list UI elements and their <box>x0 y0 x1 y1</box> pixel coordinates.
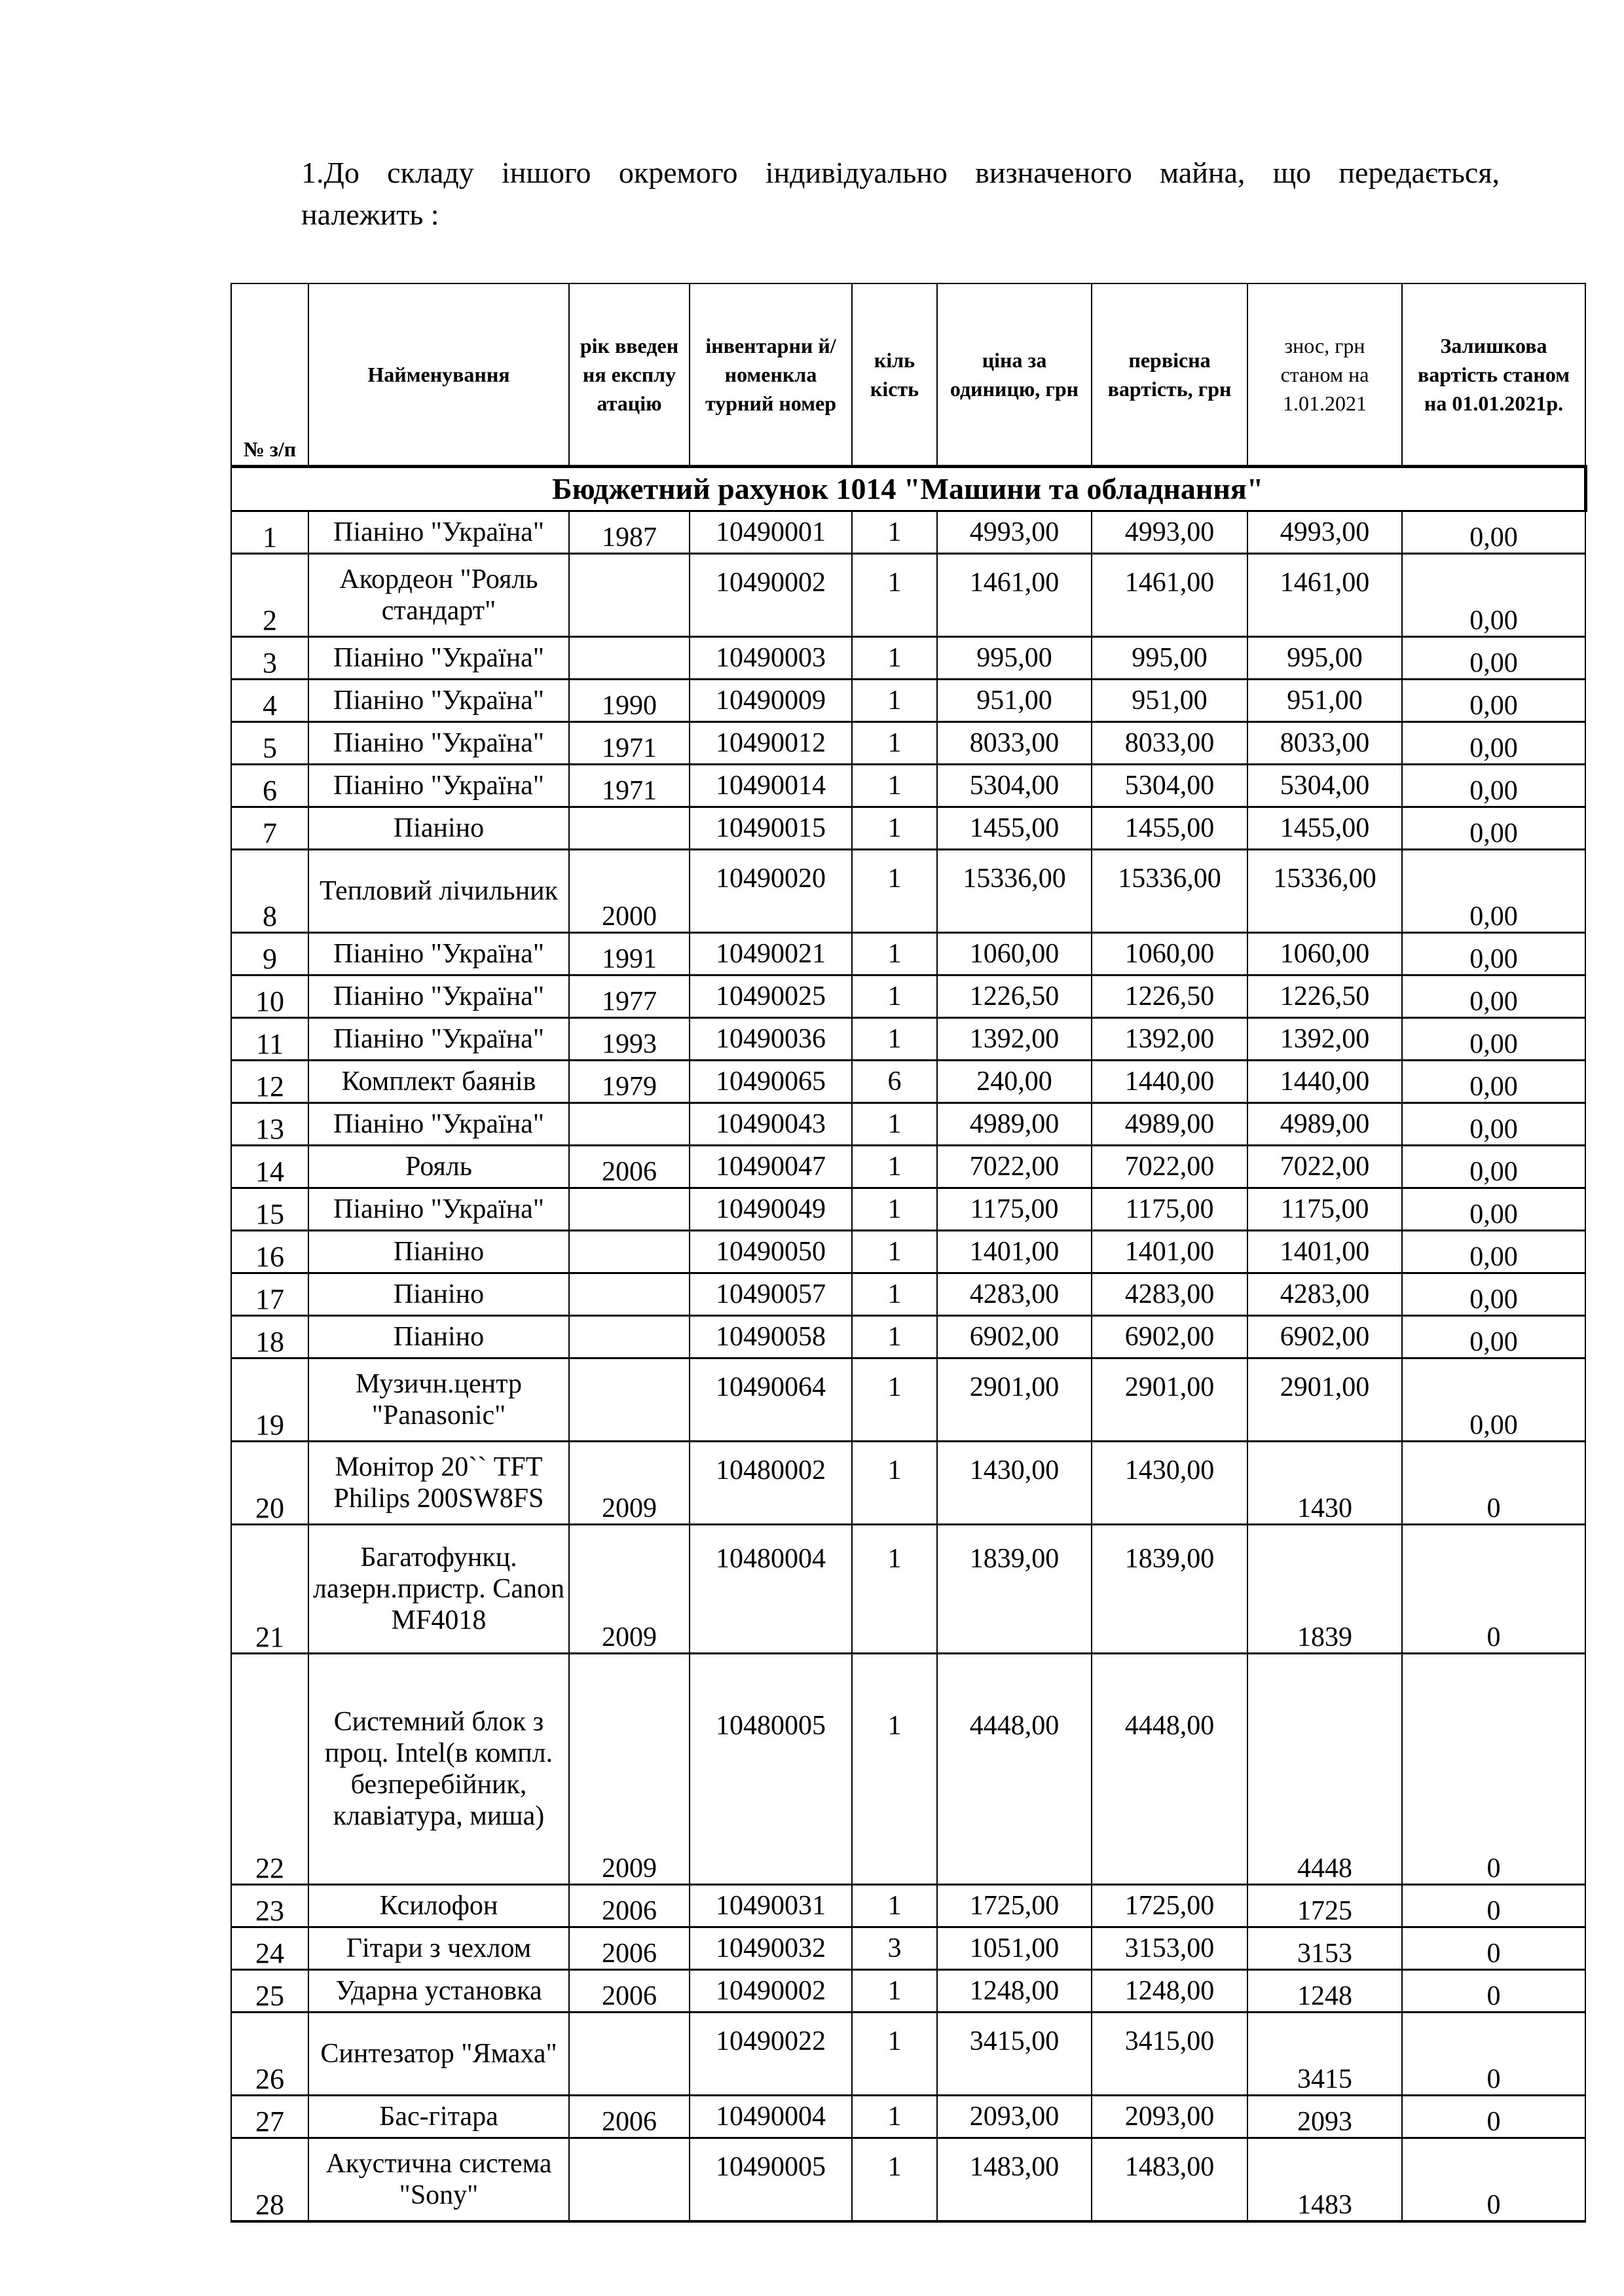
residual-value: 0,00 <box>1402 1018 1585 1061</box>
intro-line-2: належить : <box>301 198 439 231</box>
residual-value: 0 <box>1402 1885 1585 1927</box>
item-name: Комплект баянів <box>308 1061 569 1103</box>
table-row <box>231 1970 1585 2013</box>
commission-year <box>569 1273 690 1316</box>
quantity: 3 <box>852 1927 937 1970</box>
commission-year: 1977 <box>569 975 690 1018</box>
item-name: Піаніно <box>308 1273 569 1316</box>
intro-line-1: 1.До складу іншого окремого індивідуально визначеного майна, що передається, <box>301 156 1500 189</box>
inventory-number: 10490031 <box>690 1885 852 1927</box>
item-name: Піаніно <box>308 1231 569 1273</box>
residual-value: 0,00 <box>1402 637 1585 680</box>
wear-amount: 7022,00 <box>1247 1146 1402 1188</box>
item-name: Піаніно "Україна" <box>308 1188 569 1231</box>
inventory-number: 10490064 <box>690 1358 852 1442</box>
initial-cost: 1440,00 <box>1092 1061 1247 1103</box>
wear-amount: 1248 <box>1247 1970 1402 2013</box>
table-row <box>231 1231 1585 1273</box>
wear-amount: 1839 <box>1247 1525 1402 1654</box>
quantity: 1 <box>852 765 937 807</box>
table-row <box>231 2013 1585 2096</box>
residual-value: 0 <box>1402 2096 1585 2138</box>
table-row <box>231 1146 1585 1188</box>
row-number: 15 <box>231 1188 308 1231</box>
item-name: Ударна установка <box>308 1970 569 2013</box>
item-name: Гітари з чехлом <box>308 1927 569 1970</box>
table-row <box>231 637 1585 680</box>
unit-price: 1392,00 <box>937 1018 1092 1061</box>
unit-price: 2901,00 <box>937 1358 1092 1442</box>
inventory-number: 10490002 <box>690 1970 852 2013</box>
wear-amount: 1060,00 <box>1247 933 1402 975</box>
unit-price: 1455,00 <box>937 807 1092 850</box>
residual-value: 0 <box>1402 1927 1585 1970</box>
item-name: Піаніно "Україна" <box>308 722 569 765</box>
commission-year: 1971 <box>569 765 690 807</box>
quantity: 1 <box>852 680 937 722</box>
wear-amount: 5304,00 <box>1247 765 1402 807</box>
inventory-number: 10490065 <box>690 1061 852 1103</box>
header-inventory: інвентарни й/номенкла турний номер <box>690 283 852 467</box>
wear-amount: 15336,00 <box>1247 850 1402 933</box>
header-year: рік введен ня експлу атацію <box>569 283 690 467</box>
header-wear: знос, грн станом на 1.01.2021 <box>1247 283 1402 467</box>
commission-year: 1993 <box>569 1018 690 1061</box>
quantity: 1 <box>852 511 937 554</box>
wear-amount: 951,00 <box>1247 680 1402 722</box>
commission-year: 2006 <box>569 2096 690 2138</box>
table-row <box>231 1316 1585 1358</box>
unit-price: 1461,00 <box>937 554 1092 637</box>
initial-cost: 5304,00 <box>1092 765 1247 807</box>
quantity: 1 <box>852 637 937 680</box>
initial-cost: 4283,00 <box>1092 1273 1247 1316</box>
unit-price: 1430,00 <box>937 1442 1092 1525</box>
table-row <box>231 933 1585 975</box>
wear-amount: 995,00 <box>1247 637 1402 680</box>
header-initial-cost: первісна вартість, грн <box>1092 283 1247 467</box>
initial-cost: 6902,00 <box>1092 1316 1247 1358</box>
residual-value: 0,00 <box>1402 1146 1585 1188</box>
initial-cost: 1430,00 <box>1092 1442 1247 1525</box>
initial-cost: 8033,00 <box>1092 722 1247 765</box>
table-row <box>231 1927 1585 1970</box>
commission-year: 2006 <box>569 1885 690 1927</box>
inventory-number: 10490012 <box>690 722 852 765</box>
residual-value: 0,00 <box>1402 1316 1585 1358</box>
residual-value: 0,00 <box>1402 1103 1585 1146</box>
quantity: 1 <box>852 2096 937 2138</box>
inventory-number: 10480002 <box>690 1442 852 1525</box>
residual-value: 0,00 <box>1402 554 1585 637</box>
unit-price: 1839,00 <box>937 1525 1092 1654</box>
header-residual: Залишкова вартість станом на 01.01.2021р. <box>1402 283 1585 467</box>
item-name: Піаніно "Україна" <box>308 765 569 807</box>
residual-value: 0 <box>1402 1970 1585 2013</box>
header-no: № з/п <box>231 283 308 467</box>
unit-price: 1175,00 <box>937 1188 1092 1231</box>
wear-amount: 1430 <box>1247 1442 1402 1525</box>
unit-price: 8033,00 <box>937 722 1092 765</box>
quantity: 1 <box>852 1654 937 1885</box>
wear-amount: 1440,00 <box>1247 1061 1402 1103</box>
unit-price: 951,00 <box>937 680 1092 722</box>
inventory-number: 10490058 <box>690 1316 852 1358</box>
inventory-number: 10490043 <box>690 1103 852 1146</box>
quantity: 1 <box>852 1525 937 1654</box>
quantity: 1 <box>852 1885 937 1927</box>
item-name: Ксилофон <box>308 1885 569 1927</box>
initial-cost: 1248,00 <box>1092 1970 1247 2013</box>
inventory-number: 10490050 <box>690 1231 852 1273</box>
inventory-number: 10490014 <box>690 765 852 807</box>
inventory-number: 10490003 <box>690 637 852 680</box>
table-row <box>231 1061 1585 1103</box>
commission-year: 2000 <box>569 850 690 933</box>
unit-price: 995,00 <box>937 637 1092 680</box>
inventory-number: 10490020 <box>690 850 852 933</box>
unit-price: 2093,00 <box>937 2096 1092 2138</box>
item-name: Піаніно <box>308 807 569 850</box>
row-number: 10 <box>231 975 308 1018</box>
row-number: 1 <box>231 511 308 554</box>
inventory-number: 10490015 <box>690 807 852 850</box>
initial-cost: 1175,00 <box>1092 1188 1247 1231</box>
table-row <box>231 807 1585 850</box>
item-name: Акордеон "Рояль стандарт" <box>308 554 569 637</box>
commission-year: 1971 <box>569 722 690 765</box>
unit-price: 1483,00 <box>937 2138 1092 2222</box>
row-number: 25 <box>231 1970 308 2013</box>
row-number: 3 <box>231 637 308 680</box>
initial-cost: 1401,00 <box>1092 1231 1247 1273</box>
residual-value: 0,00 <box>1402 1188 1585 1231</box>
residual-value: 0,00 <box>1402 850 1585 933</box>
row-number: 16 <box>231 1231 308 1273</box>
residual-value: 0 <box>1402 1654 1585 1885</box>
table-row <box>231 680 1585 722</box>
initial-cost: 4448,00 <box>1092 1654 1247 1885</box>
row-number: 2 <box>231 554 308 637</box>
wear-amount: 1483 <box>1247 2138 1402 2222</box>
inventory-number: 10490004 <box>690 2096 852 2138</box>
commission-year <box>569 1231 690 1273</box>
item-name: Музичн.центр "Panasonic" <box>308 1358 569 1442</box>
initial-cost: 2901,00 <box>1092 1358 1247 1442</box>
table-row <box>231 1654 1585 1885</box>
row-number: 9 <box>231 933 308 975</box>
unit-price: 240,00 <box>937 1061 1092 1103</box>
item-name: Бас-гітара <box>308 2096 569 2138</box>
wear-amount: 1461,00 <box>1247 554 1402 637</box>
table-row <box>231 765 1585 807</box>
table-row <box>231 722 1585 765</box>
residual-value: 0,00 <box>1402 765 1585 807</box>
row-number: 11 <box>231 1018 308 1061</box>
quantity: 6 <box>852 1061 937 1103</box>
wear-amount: 8033,00 <box>1247 722 1402 765</box>
unit-price: 1248,00 <box>937 1970 1092 2013</box>
commission-year: 2006 <box>569 1970 690 2013</box>
initial-cost: 1060,00 <box>1092 933 1247 975</box>
row-number: 23 <box>231 1885 308 1927</box>
residual-value: 0,00 <box>1402 975 1585 1018</box>
initial-cost: 951,00 <box>1092 680 1247 722</box>
quantity: 1 <box>852 554 937 637</box>
inventory-number: 10490002 <box>690 554 852 637</box>
commission-year: 1987 <box>569 511 690 554</box>
residual-value: 0 <box>1402 1442 1585 1525</box>
commission-year: 1990 <box>569 680 690 722</box>
initial-cost: 1461,00 <box>1092 554 1247 637</box>
unit-price: 3415,00 <box>937 2013 1092 2096</box>
unit-price: 4993,00 <box>937 511 1092 554</box>
wear-amount: 4993,00 <box>1247 511 1402 554</box>
quantity: 1 <box>852 807 937 850</box>
initial-cost: 1725,00 <box>1092 1885 1247 1927</box>
residual-value: 0,00 <box>1402 1358 1585 1442</box>
wear-amount: 2901,00 <box>1247 1358 1402 1442</box>
commission-year: 2009 <box>569 1442 690 1525</box>
initial-cost: 3153,00 <box>1092 1927 1247 1970</box>
commission-year <box>569 807 690 850</box>
row-number: 4 <box>231 680 308 722</box>
header-qty: кіль кість <box>852 283 937 467</box>
item-name: Системний блок з проц. Intel(в компл. безперебійник, клавіатура, миша) <box>308 1654 569 1885</box>
residual-value: 0,00 <box>1402 511 1585 554</box>
inventory-number: 10490022 <box>690 2013 852 2096</box>
initial-cost: 1226,50 <box>1092 975 1247 1018</box>
quantity: 1 <box>852 1316 937 1358</box>
commission-year <box>569 2013 690 2096</box>
item-name: Багатофункц. лазерн.пристр. Canon MF4018 <box>308 1525 569 1654</box>
row-number: 13 <box>231 1103 308 1146</box>
initial-cost: 1392,00 <box>1092 1018 1247 1061</box>
quantity: 1 <box>852 975 937 1018</box>
wear-amount: 4448 <box>1247 1654 1402 1885</box>
residual-value: 0 <box>1402 2138 1585 2222</box>
quantity: 1 <box>852 1018 937 1061</box>
unit-price: 1725,00 <box>937 1885 1092 1927</box>
quantity: 1 <box>852 933 937 975</box>
header-unit-price: ціна за одиницю, грн <box>937 283 1092 467</box>
residual-value: 0,00 <box>1402 680 1585 722</box>
initial-cost: 7022,00 <box>1092 1146 1247 1188</box>
commission-year: 2006 <box>569 1927 690 1970</box>
table-row <box>231 2096 1585 2138</box>
commission-year <box>569 1316 690 1358</box>
commission-year: 2009 <box>569 1525 690 1654</box>
residual-value: 0,00 <box>1402 722 1585 765</box>
unit-price: 1226,50 <box>937 975 1092 1018</box>
table-row <box>231 1442 1585 1525</box>
row-number: 20 <box>231 1442 308 1525</box>
inventory-number: 10490049 <box>690 1188 852 1231</box>
initial-cost: 15336,00 <box>1092 850 1247 933</box>
wear-amount: 6902,00 <box>1247 1316 1402 1358</box>
wear-amount: 1226,50 <box>1247 975 1402 1018</box>
unit-price: 15336,00 <box>937 850 1092 933</box>
initial-cost: 995,00 <box>1092 637 1247 680</box>
wear-amount: 1175,00 <box>1247 1188 1402 1231</box>
quantity: 1 <box>852 1273 937 1316</box>
header-name: Найменування <box>308 283 569 467</box>
initial-cost: 4989,00 <box>1092 1103 1247 1146</box>
item-name: Піаніно "Україна" <box>308 933 569 975</box>
table-row <box>231 1273 1585 1316</box>
initial-cost: 1483,00 <box>1092 2138 1247 2222</box>
table-row <box>231 1018 1585 1061</box>
row-number: 27 <box>231 2096 308 2138</box>
intro-paragraph <box>301 152 1500 236</box>
item-name: Монітор 20`` TFT Philips 200SW8FS <box>308 1442 569 1525</box>
table-row <box>231 1103 1585 1146</box>
residual-value: 0,00 <box>1402 807 1585 850</box>
row-number: 14 <box>231 1146 308 1188</box>
residual-value: 0 <box>1402 1525 1585 1654</box>
inventory-number: 10490036 <box>690 1018 852 1061</box>
initial-cost: 1839,00 <box>1092 1525 1247 1654</box>
quantity: 1 <box>852 1103 937 1146</box>
commission-year <box>569 554 690 637</box>
item-name: Піаніно <box>308 1316 569 1358</box>
residual-value: 0,00 <box>1402 933 1585 975</box>
residual-value: 0,00 <box>1402 1273 1585 1316</box>
unit-price: 1051,00 <box>937 1927 1092 1970</box>
wear-amount: 1392,00 <box>1247 1018 1402 1061</box>
wear-amount: 3153 <box>1247 1927 1402 1970</box>
item-name: Синтезатор "Ямаха" <box>308 2013 569 2096</box>
inventory-number: 10480004 <box>690 1525 852 1654</box>
wear-amount: 1455,00 <box>1247 807 1402 850</box>
quantity: 1 <box>852 1146 937 1188</box>
inventory-number: 10490032 <box>690 1927 852 1970</box>
section-header-row <box>231 467 1585 511</box>
row-number: 18 <box>231 1316 308 1358</box>
row-number: 12 <box>231 1061 308 1103</box>
residual-value: 0,00 <box>1402 1231 1585 1273</box>
wear-amount: 2093 <box>1247 2096 1402 2138</box>
table-row <box>231 1188 1585 1231</box>
wear-amount: 1401,00 <box>1247 1231 1402 1273</box>
commission-year <box>569 1103 690 1146</box>
unit-price: 4283,00 <box>937 1273 1092 1316</box>
inventory-number: 10490057 <box>690 1273 852 1316</box>
wear-amount: 4283,00 <box>1247 1273 1402 1316</box>
table-row <box>231 554 1585 637</box>
row-number: 24 <box>231 1927 308 1970</box>
initial-cost: 1455,00 <box>1092 807 1247 850</box>
residual-value: 0,00 <box>1402 1061 1585 1103</box>
unit-price: 4989,00 <box>937 1103 1092 1146</box>
item-name: Рояль <box>308 1146 569 1188</box>
quantity: 1 <box>852 2138 937 2222</box>
table-row <box>231 511 1585 554</box>
inventory-number: 10490025 <box>690 975 852 1018</box>
item-name: Піаніно "Україна" <box>308 1103 569 1146</box>
quantity: 1 <box>852 2013 937 2096</box>
commission-year <box>569 1358 690 1442</box>
row-number: 5 <box>231 722 308 765</box>
unit-price: 7022,00 <box>937 1146 1092 1188</box>
commission-year: 2009 <box>569 1654 690 1885</box>
item-name: Акустична система "Sony" <box>308 2138 569 2222</box>
item-name: Піаніно "Україна" <box>308 975 569 1018</box>
table-row <box>231 2138 1585 2222</box>
table-row <box>231 1525 1585 1654</box>
row-number: 6 <box>231 765 308 807</box>
unit-price: 4448,00 <box>937 1654 1092 1885</box>
inventory-number: 10490047 <box>690 1146 852 1188</box>
initial-cost: 4993,00 <box>1092 511 1247 554</box>
commission-year: 2006 <box>569 1146 690 1188</box>
row-number: 22 <box>231 1654 308 1885</box>
table-row <box>231 850 1585 933</box>
table-row <box>231 1885 1585 1927</box>
row-number: 7 <box>231 807 308 850</box>
item-name: Піаніно "Україна" <box>308 511 569 554</box>
inventory-number: 10490009 <box>690 680 852 722</box>
quantity: 1 <box>852 1188 937 1231</box>
inventory-number: 10490005 <box>690 2138 852 2222</box>
unit-price: 1401,00 <box>937 1231 1092 1273</box>
commission-year <box>569 2138 690 2222</box>
quantity: 1 <box>852 850 937 933</box>
quantity: 1 <box>852 722 937 765</box>
quantity: 1 <box>852 1231 937 1273</box>
item-name: Тепловий лічильник <box>308 850 569 933</box>
quantity: 1 <box>852 1970 937 2013</box>
initial-cost: 2093,00 <box>1092 2096 1247 2138</box>
commission-year <box>569 1188 690 1231</box>
quantity: 1 <box>852 1442 937 1525</box>
table-header-row <box>231 283 1585 467</box>
row-number: 8 <box>231 850 308 933</box>
residual-value: 0 <box>1402 2013 1585 2096</box>
wear-amount: 4989,00 <box>1247 1103 1402 1146</box>
section-title: Бюджетний рахунок 1014 "Машини та обладнання" <box>231 467 1585 511</box>
commission-year: 1979 <box>569 1061 690 1103</box>
table-row <box>231 1358 1585 1442</box>
inventory-number: 10490021 <box>690 933 852 975</box>
wear-amount: 3415 <box>1247 2013 1402 2096</box>
commission-year <box>569 637 690 680</box>
row-number: 19 <box>231 1358 308 1442</box>
inventory-number: 10490001 <box>690 511 852 554</box>
item-name: Піаніно "Україна" <box>308 1018 569 1061</box>
item-name: Піаніно "Україна" <box>308 680 569 722</box>
inventory-number: 10480005 <box>690 1654 852 1885</box>
row-number: 21 <box>231 1525 308 1654</box>
row-number: 17 <box>231 1273 308 1316</box>
commission-year: 1991 <box>569 933 690 975</box>
row-number: 28 <box>231 2138 308 2222</box>
initial-cost: 3415,00 <box>1092 2013 1247 2096</box>
row-number: 26 <box>231 2013 308 2096</box>
wear-amount: 1725 <box>1247 1885 1402 1927</box>
unit-price: 6902,00 <box>937 1316 1092 1358</box>
table-row <box>231 975 1585 1018</box>
unit-price: 5304,00 <box>937 765 1092 807</box>
inventory-table <box>231 283 1587 2223</box>
item-name: Піаніно "Україна" <box>308 637 569 680</box>
quantity: 1 <box>852 1358 937 1442</box>
unit-price: 1060,00 <box>937 933 1092 975</box>
